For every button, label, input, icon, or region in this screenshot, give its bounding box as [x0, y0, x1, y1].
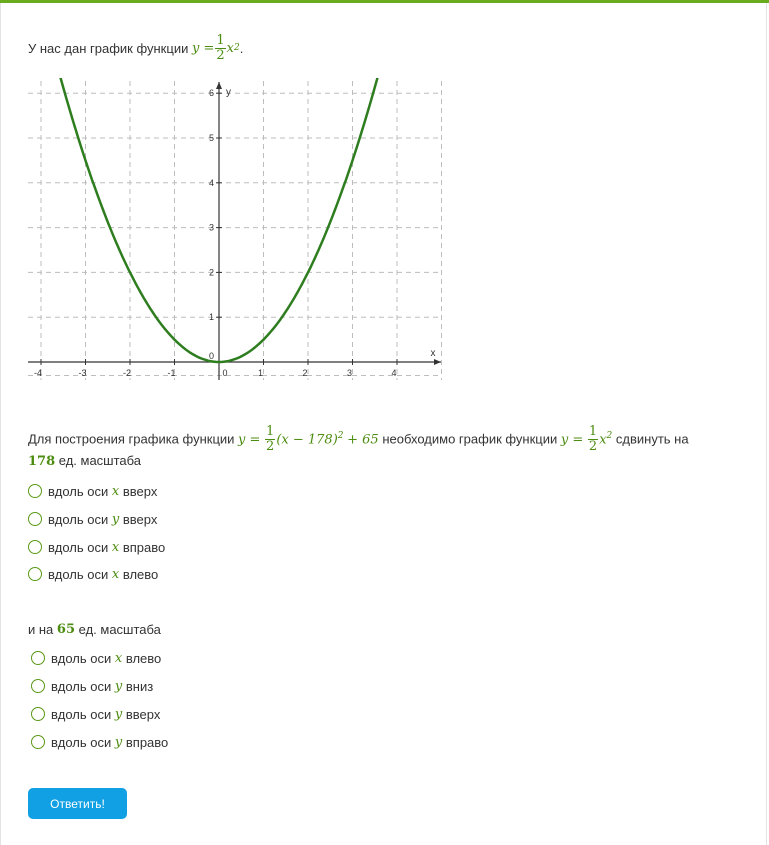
intro-formula-exp: 2	[233, 43, 240, 53]
radio-button[interactable]	[31, 707, 45, 721]
option-1-x-left[interactable]	[28, 564, 158, 584]
question-line-2	[28, 452, 141, 471]
option-var: x	[111, 483, 120, 499]
option-2-x-left[interactable]	[31, 648, 161, 668]
x-axis-label: x	[430, 348, 436, 359]
radio-button[interactable]	[28, 484, 42, 498]
y-axis-arrow	[216, 82, 222, 89]
option-2-y-up[interactable]	[31, 704, 160, 724]
x-tick-label: -1	[167, 368, 176, 378]
radio-button[interactable]	[31, 679, 45, 693]
option-var: y	[114, 706, 123, 722]
question-text-after: сдвинуть на	[615, 431, 689, 447]
radio-button[interactable]	[28, 567, 42, 581]
intro-formula-var: x	[226, 40, 234, 56]
intro-line	[28, 30, 243, 66]
option-dir: влево	[122, 566, 159, 582]
option-var: y	[111, 511, 120, 527]
option-dir: влево	[125, 650, 162, 666]
option-2-y-right[interactable]	[31, 732, 168, 752]
option-dir: вверх	[122, 483, 158, 499]
question-f1-den: 2	[266, 439, 275, 455]
x-tick-label: -3	[78, 368, 87, 378]
question-f1-fraction	[265, 425, 275, 454]
y-tick-label: 2	[208, 267, 214, 278]
option-prefix: вдоль оси	[48, 566, 109, 582]
option-var: x	[111, 566, 120, 582]
x-tick-label: 4	[391, 368, 397, 378]
second-value: 65	[56, 621, 76, 637]
parabola-chart	[25, 78, 445, 383]
radio-button[interactable]	[31, 735, 45, 749]
option-dir: вниз	[125, 678, 154, 694]
shift-unit: ед. масштаба	[58, 453, 142, 468]
second-unit: ед. масштаба	[78, 621, 161, 637]
question-f2-den: 2	[588, 439, 598, 455]
question-f1-num: 1	[266, 424, 275, 440]
x-tick-label: -4	[33, 368, 43, 378]
option-dir: вправо	[125, 734, 169, 750]
option-var: y	[114, 734, 123, 750]
radio-button[interactable]	[28, 540, 42, 554]
option-prefix: вдоль оси	[48, 511, 109, 527]
intro-fraction	[215, 34, 225, 63]
option-2-y-down[interactable]	[31, 676, 153, 696]
x-axis-arrow	[434, 359, 441, 365]
option-prefix: вдоль оси	[51, 706, 112, 722]
option-prefix: вдоль оси	[51, 734, 112, 750]
second-text-before: и на	[28, 621, 54, 637]
option-1-y-up[interactable]	[28, 509, 157, 529]
option-dir: вверх	[122, 511, 158, 527]
option-dir: вправо	[122, 539, 166, 555]
question-f1-tail: + 65	[347, 432, 379, 448]
shift-value: 178	[28, 454, 56, 469]
question-text-before: Для построения графика функции	[28, 431, 235, 447]
option-var: y	[114, 678, 123, 694]
question-f1-lhs: y =	[238, 432, 261, 448]
top-accent-bar	[0, 0, 769, 3]
y-axis-label: y	[226, 87, 231, 98]
y-tick-label: 6	[208, 88, 214, 99]
radio-button[interactable]	[28, 512, 42, 526]
intro-frac-num: 1	[216, 32, 225, 48]
question-f2-fraction	[588, 425, 598, 454]
x-tick-label: -2	[122, 368, 132, 378]
x-tick-label: 3	[346, 368, 353, 378]
y-tick-label: 3	[208, 222, 214, 233]
question-f1-exp: 2	[337, 431, 344, 441]
option-dir: вверх	[125, 706, 161, 722]
y-tick-label: 1	[208, 312, 214, 323]
option-var: x	[114, 650, 123, 666]
y-tick-label: 4	[208, 177, 214, 188]
question-f2-lhs: y =	[560, 432, 584, 448]
intro-frac-den: 2	[216, 47, 225, 63]
question-f2-var: x	[599, 432, 607, 448]
option-prefix: вдоль оси	[48, 539, 109, 555]
x-tick-label: 0	[222, 368, 228, 378]
radio-button[interactable]	[31, 651, 45, 665]
origin-label: 0	[208, 351, 214, 361]
x-tick-label: 2	[302, 368, 308, 378]
intro-formula-lhs: y =	[191, 40, 215, 56]
option-prefix: вдоль оси	[51, 678, 112, 694]
x-tick-label: 1	[257, 368, 264, 378]
question-f2-num: 1	[588, 424, 598, 440]
second-question-line	[28, 619, 161, 639]
option-prefix: вдоль оси	[48, 483, 109, 499]
option-prefix: вдоль оси	[51, 650, 112, 666]
option-1-x-up[interactable]	[28, 481, 157, 501]
intro-period: .	[239, 40, 244, 56]
submit-button[interactable]: Ответить!	[28, 788, 127, 819]
option-1-x-right[interactable]	[28, 537, 165, 557]
question-f1-body: (x − 178)	[276, 432, 338, 448]
question-text-mid: необходимо график функции	[382, 431, 558, 447]
question-f2-exp: 2	[606, 431, 613, 441]
option-var: x	[111, 539, 120, 555]
y-tick-label: 5	[208, 133, 214, 143]
intro-text: У нас дан график функции	[28, 40, 189, 56]
